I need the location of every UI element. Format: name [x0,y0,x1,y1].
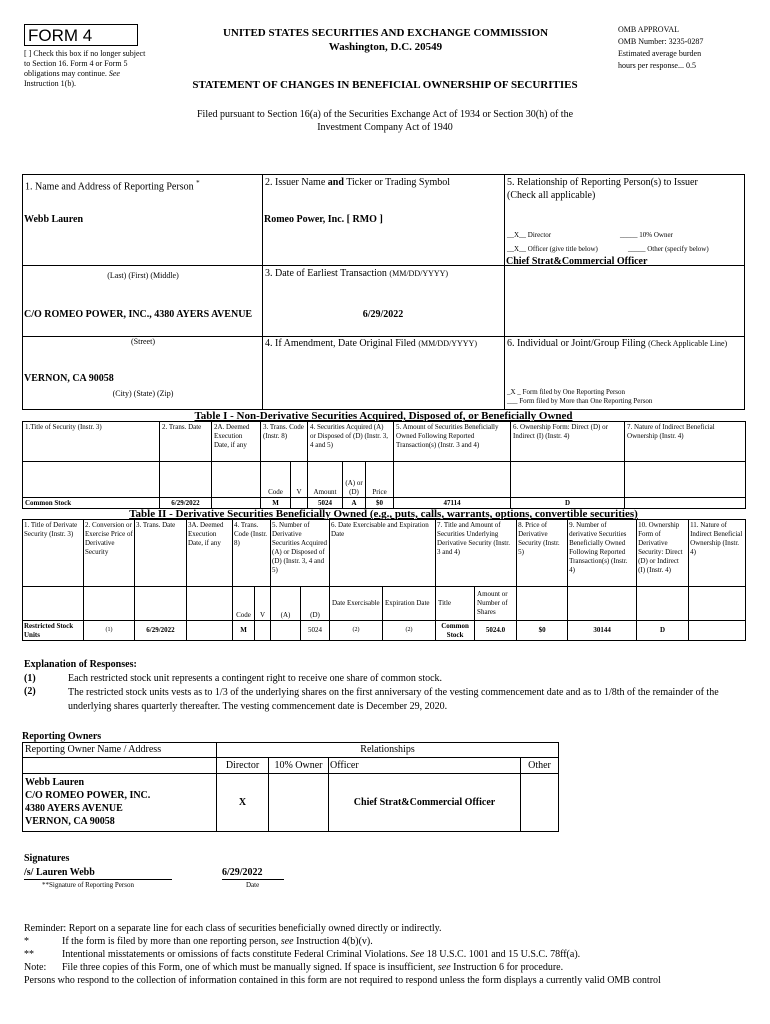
table1-title: Table I - Non-Derivative Securities Acquired, Disposed of, or Beneficially Owned [194,410,573,422]
reporting-person-street: C/O ROMEO POWER, INC., 4380 AYERS AVENUE [24,309,253,320]
table2-h9: 9. Number of derivative Securities Beneficially Owned Following Reported Transaction(s) (Instr. 4) [568,520,637,587]
table2-sub-v: V [255,587,271,621]
box6-hint: (Check Applicable Line) [648,339,728,348]
table1-row-owned: 47114 [394,498,511,509]
footer-reminder: Reminder: Report on a separate line for each class of securities beneficially owned directly or indirectly. [24,923,442,934]
box2-label-pre: 2. Issuer Name [265,177,326,188]
table2-sub-title: Title [436,587,475,621]
table1-row-nature [625,498,746,509]
footer-note-ref: Instruction 4(b)(v). [296,936,373,947]
signature-line [24,879,172,880]
owners-address-line: VERNON, CA 90058 [25,816,115,827]
table2-h10: 10. Ownership Form of Derivative Security: Direct (D) or Indirect (I) (Instr. 4) [637,520,689,587]
omb-approval-title: OMB APPROVAL [618,25,679,34]
signature-date-line [222,879,284,880]
signature-date-caption: Date [246,881,260,889]
omb-number: OMB Number: 3235-0287 [618,37,704,46]
table2-row-expiration: (2) [383,621,436,641]
owners-title: Reporting Owners [22,731,102,742]
table1-h3: 3. Trans. Code (Instr. 8) [261,422,308,462]
table2-row-deemed [187,621,233,641]
table2-h3a: 3A. Deemed Execution Date, if any [187,520,233,587]
table2-row-date: 6/29/2022 [135,621,187,641]
table2-title: Table II - Derivative Securities Beneficially Owned (e.g., puts, calls, warrants, options, convertible securities) [129,508,638,520]
agency-name: UNITED STATES SECURITIES AND EXCHANGE COMMISSION [222,27,549,39]
grid-line [744,174,745,409]
table2-row-d: 5024 [301,621,330,641]
check-box-note [24,49,152,89]
owners-col-ten: 10% Owner [269,758,329,774]
box1-label-text: 1. Name and Address of Reporting Person [25,181,194,193]
table2-sub-empty [517,587,568,621]
table2-h5: 5. Number of Derivative Securities Acquired (A) or Disposed of (D) (Instr. 3, 4 and 5) [271,520,330,587]
table2-sub-code: Code [233,587,255,621]
table1-h7: 7. Nature of Indirect Beneficial Ownership (Instr. 4) [625,422,746,462]
table1-subheader-row [23,462,746,498]
table1-sub-empty [23,462,160,498]
table2-row-price: $0 [517,621,568,641]
table2-h7: 7. Title and Amount of Securities Underlying Derivative Security (Instr. 3 and 4) [436,520,517,587]
explanation-text-1: Each restricted stock unit represents a contingent right to receive one share of common stock. [68,673,443,684]
reporting-person-city: VERNON, CA 90058 [24,373,114,384]
table2-row-form: D [637,621,689,641]
agency-location: Washington, D.C. 20549 [328,41,443,53]
table2-row [23,621,746,641]
table2-row-title: Restricted Stock Units [23,621,84,641]
table1-sub-price: Price [366,462,394,498]
footer-note-ref: 18 U.S.C. 1001 and 15 U.S.C. 78ff(a). [426,949,581,960]
owners-sub-empty [23,758,217,774]
table2-h3: 3. Trans. Date [135,520,187,587]
table2-row-v [255,621,271,641]
table1-h5: 5. Amount of Securities Beneficially Owned Following Reported Transaction(s) (Instr. 3 and 4) [394,422,511,462]
signatures-title: Signatures [24,853,70,864]
table2-sub-empty [23,587,84,621]
table2-h11: 11. Nature of Indirect Beneficial Ownership (Instr. 4) [689,520,746,587]
table2-sub-d: (D) [301,587,330,621]
owners-col-name: Reporting Owner Name / Address [23,743,217,758]
table2-row-exercisable: (2) [330,621,383,641]
relationship-ten-pct: _____ 10% Owner [620,231,673,239]
reporting-person-name: Webb Lauren [24,214,83,225]
footer-note-text: Intentional misstatements or omissions of facts constitute Federal Criminal Violations. [62,949,408,960]
earliest-transaction-date: 6/29/2022 [362,309,404,320]
owners-table [22,742,559,832]
footer-note [62,936,752,948]
signature-date: 6/29/2022 [222,867,263,878]
owners-col-director: Director [217,758,269,774]
box2-label-and: and [327,177,344,188]
box3-label [265,268,448,280]
box4-label [265,338,477,350]
table1-sub-empty [511,462,625,498]
owners-col-officer: Officer [329,758,521,774]
owners-director-value: X [217,774,269,832]
table1-sub-empty [212,462,261,498]
table2-sub-empty [135,587,187,621]
footer-note-text: If the form is filed by more than one reporting person, [62,936,279,947]
box3-hint: (MM/DD/YYYY) [389,269,449,278]
table1-row-deemed [212,498,261,509]
box6-label [507,338,743,350]
owners-row [23,774,559,832]
table2-h8: 8. Price of Derivative Security (Instr. 5) [517,520,568,587]
footer-note [62,962,752,974]
check-box-see: See [108,69,120,78]
table1-sub-empty [160,462,212,498]
check-box-note-text: [ ] Check this box if no longer subject to Section 16. Form 4 or Form 5 obligations may continue. [24,49,146,78]
table2-sub-expiration: Expiration Date [383,587,436,621]
relationship-director: __X__ Director [507,231,552,239]
table2-sub-a: (A) [271,587,301,621]
owners-name-address [23,774,217,832]
table2-row-code: M [233,621,255,641]
relationship-officer: __X__ Officer (give title below) [507,245,598,253]
table1-h2: 2. Trans. Date [160,422,212,462]
table2-h2: 2. Conversion or Exercise Price of Derivative Security [84,520,135,587]
table2-row-owned: 30144 [568,621,637,641]
owners-address-line: 4380 AYERS AVENUE [25,803,123,814]
grid-line [504,174,505,409]
table1-row-code: M [261,498,291,509]
owners-header-row [23,743,559,758]
owners-name-line: Webb Lauren [25,777,84,788]
footer-note-mark: Note: [24,962,47,973]
owners-ten-value [269,774,329,832]
table1-sub-amount: Amount [308,462,343,498]
table2-sub-empty [689,587,746,621]
relationship-other: _____ Other (specify below) [628,245,709,253]
table2-sub-empty [84,587,135,621]
table2-row-a [271,621,301,641]
table2-sub-empty [637,587,689,621]
table2 [22,519,746,641]
officer-title: Chief Strat&Commercial Officer [506,256,648,267]
table1-row-date: 6/29/2022 [160,498,212,509]
table1-h6: 6. Ownership Form: Direct (D) or Indirect (I) (Instr. 4) [511,422,625,462]
table1-row [23,498,746,509]
signature-name: /s/ Lauren Webb [24,867,95,878]
table2-row-nature [689,621,746,641]
owners-other-value [521,774,559,832]
box2-label-post: Ticker or Trading Symbol [346,177,451,188]
table1-row-form: D [511,498,625,509]
grid-line [22,174,745,175]
grid-line [22,174,23,409]
table1-h2a: 2A. Deemed Execution Date, if any [212,422,261,462]
table1-sub-v: V [291,462,308,498]
filed-pursuant-line1: Filed pursuant to Section 16(a) of the Securities Exchange Act of 1934 or Section 30(h) of the [196,109,574,120]
statement-title: STATEMENT OF CHANGES IN BENEFICIAL OWNERSHIP OF SECURITIES [192,79,578,91]
issuer-name: Romeo Power, Inc. [ RMO ] [264,214,383,225]
box3-label-text: 3. Date of Earliest Transaction [265,268,387,279]
table2-sub-amount: Amount or Number of Shares [475,587,517,621]
explanation-text-2: The restricted stock units vests as to 1/3 of the underlying shares on the first anniversary of the vesting commencement date and as to 1/8th of the remainder of the underlying shares quarterly thereafter. The vesting commencement date is December 29, 2020. [68,687,719,712]
box2-label [265,177,450,189]
owners-col-relationships: Relationships [217,743,559,758]
box5-label: 5. Relationship of Reporting Person(s) to Issuer [507,177,698,188]
table1-row-amount: 5024 [308,498,343,509]
table1 [22,421,746,509]
footer-note-mark: * [24,936,29,947]
footer-note-see: See [410,949,425,960]
owners-officer-value: Chief Strat&Commercial Officer [329,774,521,832]
table1-sub-code: Code [261,462,291,498]
box5-sublabel: (Check all applicable) [507,190,596,201]
footer-omb-notice: Persons who respond to the collection of information contained in this form are not required to respond unless the form displays a currently valid OMB control [24,975,661,986]
owners-col-other: Other [521,758,559,774]
footer-note-see: see [280,936,294,947]
table2-h1: 1. Title of Derivate Security (Instr. 3) [23,520,84,587]
explanation-title: Explanation of Responses: [24,659,137,670]
box4-hint: (MM/DD/YYYY) [418,339,477,348]
table2-sub-exercisable: Date Exercisable [330,587,383,621]
grid-line [262,174,263,409]
table2-header-row [23,520,746,587]
table2-subheader-row [23,587,746,621]
table2-h6: 6. Date Exercisable and Expiration Date [330,520,436,587]
table1-sub-empty [625,462,746,498]
footer-note [62,949,752,961]
table2-row-u-title: Common Stock [436,621,475,641]
table2-row-u-amount: 5024.0 [475,621,517,641]
table2-sub-empty [187,587,233,621]
table1-header-row [23,422,746,462]
table2-h4: 4. Trans. Code (Instr. 8) [233,520,271,587]
footer-note-mark: ** [24,949,34,960]
table1-row-v [291,498,308,509]
footer-note-text: File three copies of this Form, one of which must be manually signed. If space is insufficient, [62,962,436,973]
footer-note-ref: Instruction 6 for procedure. [453,962,564,973]
table1-h1: 1.Title of Security (Instr. 3) [23,422,160,462]
box1-asterisk: * [196,179,200,187]
street-hint: (Street) [131,337,155,346]
filing-option-many: ___ Form filed by More than One Reporting Person [507,397,653,405]
box4-label-text: 4. If Amendment, Date Original Filed [265,338,416,349]
city-hint: (City) (State) (Zip) [112,389,174,398]
omb-burden: Estimated average burden [618,49,702,58]
table1-sub-empty [394,462,511,498]
signature-caption: **Signature of Reporting Person [42,881,134,889]
box6-label-text: 6. Individual or Joint/Group Filing [507,338,646,349]
form-title: FORM 4 [28,26,93,45]
explanation-num-2: (2) [24,686,36,697]
name-hint: (Last) (First) (Middle) [107,271,179,280]
table1-row-aord: A [343,498,366,509]
table1-h4: 4. Securities Acquired (A) or Disposed of (D) (Instr. 3, 4 and 5) [308,422,394,462]
table1-sub-aord: (A) or (D) [343,462,366,498]
footer-note-see: see [437,962,451,973]
check-box-instruction: Instruction 1(b). [24,79,76,88]
explanation-num-1: (1) [24,673,36,684]
owners-subheader-row [23,758,559,774]
omb-approval [618,25,758,71]
table1-row-price: $0 [366,498,394,509]
form-title-box [24,24,138,46]
filing-option-one: _X _ Form filed by One Reporting Person [507,388,626,396]
table2-sub-empty [568,587,637,621]
table1-row-title: Common Stock [23,498,160,509]
filed-pursuant-line2: Investment Company Act of 1940 [317,122,453,133]
omb-hours: hours per response... 0.5 [618,61,696,70]
box1-label [25,177,200,193]
table2-row-conversion: (1) [84,621,135,641]
owners-address-line: C/O ROMEO POWER, INC. [25,790,151,801]
